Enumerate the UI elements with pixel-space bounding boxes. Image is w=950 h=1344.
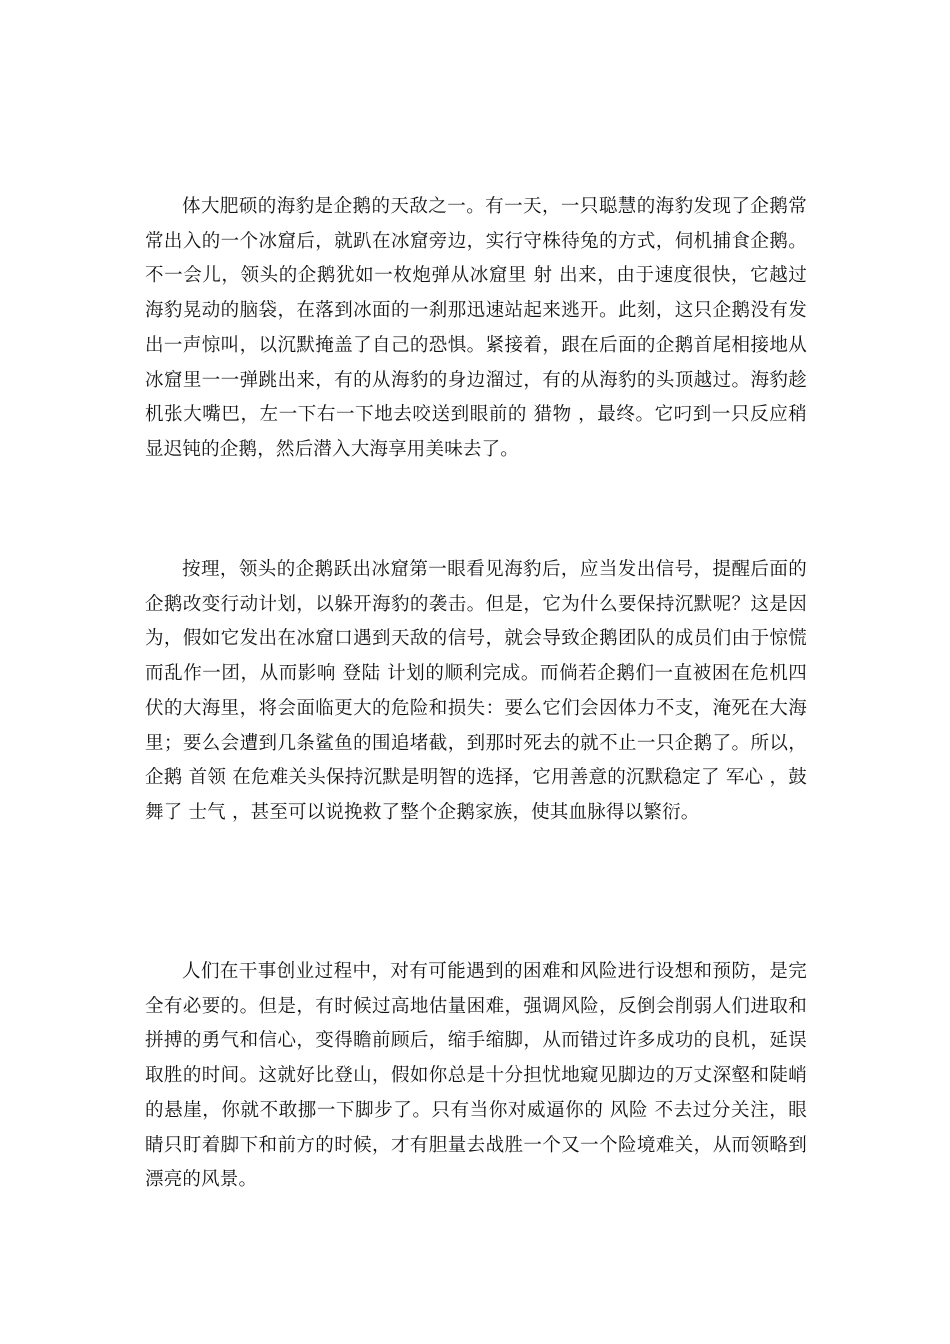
paragraph-risk-and-courage: 人们在干事创业过程中，对有可能遇到的困难和风险进行设想和预防，是完全有必要的。但是，有时候过高地估量困难，强调风险，反倒会削弱人们进取和拼搏的勇气和信心，变得瞻前顾后，缩手缩脚，从而错过许多成功的良机，延误取胜的时间。这就好比登山，假如你总是十分担忧地窥见脚边的万丈深壑和陡峭的悬崖，你就不敢挪一下脚步了。只有当你对威逼你的 风险 不去过分关注，眼睛只盯着脚下和前方的时候，才有胆量去战胜一个又一个险境难关，从而领略到漂亮的风景。 bbox=[145, 961, 807, 1191]
paragraph-seal-and-penguins: 体大肥硕的海豹是企鹅的天敌之一。有一天，一只聪慧的海豹发现了企鹅常常出入的一个冰窟后，就趴在冰窟旁边，实行守株待兔的方式，伺机捕食企鹅。不一会儿，领头的企鹅犹如一枚炮弹从冰窟里 射 出来，由于速度很快，它越过海豹晃动的脑袋，在落到冰面的一刹那迅速站起来逃开。此刻，这只企鹅没有发出一声惊叫，以沉默掩盖了自己的恐惧。紧接着，跟在后面的企鹅首尾相接地从冰窟里一一弹跳出来，有的从海豹的身边溜过，有的从海豹的头顶越过。海豹趁机张大嘴巴，左一下右一下地去咬送到眼前的 猎物 ，最终。它叼到一只反应稍显迟钝的企鹅，然后潜入大海享用美味去了。 bbox=[145, 196, 807, 460]
paragraph-leader-silence: 按理，领头的企鹅跃出冰窟第一眼看见海豹后，应当发出信号，提醒后面的企鹅改变行动计划，以躲开海豹的袭击。但是，它为什么要保持沉默呢？这是因为，假如它发出在冰窟口遇到天敌的信号，就会导致企鹅团队的成员们由于惊慌而乱作一团，从而影响 登陆 计划的顺利完成。而倘若企鹅们一直被困在危机四伏的大海里，将会面临更大的危险和损失：要么它们会因体力不支，淹死在大海里；要么会遭到几条鲨鱼的围追堵截，到那时死去的就不止一只企鹅了。所以，企鹅 首领 在危难关头保持沉默是明智的选择，它用善意的沉默稳定了 军心 ，鼓舞了 士气 ，甚至可以说挽救了整个企鹅家族，使其血脉得以繁衍。 bbox=[145, 559, 807, 823]
